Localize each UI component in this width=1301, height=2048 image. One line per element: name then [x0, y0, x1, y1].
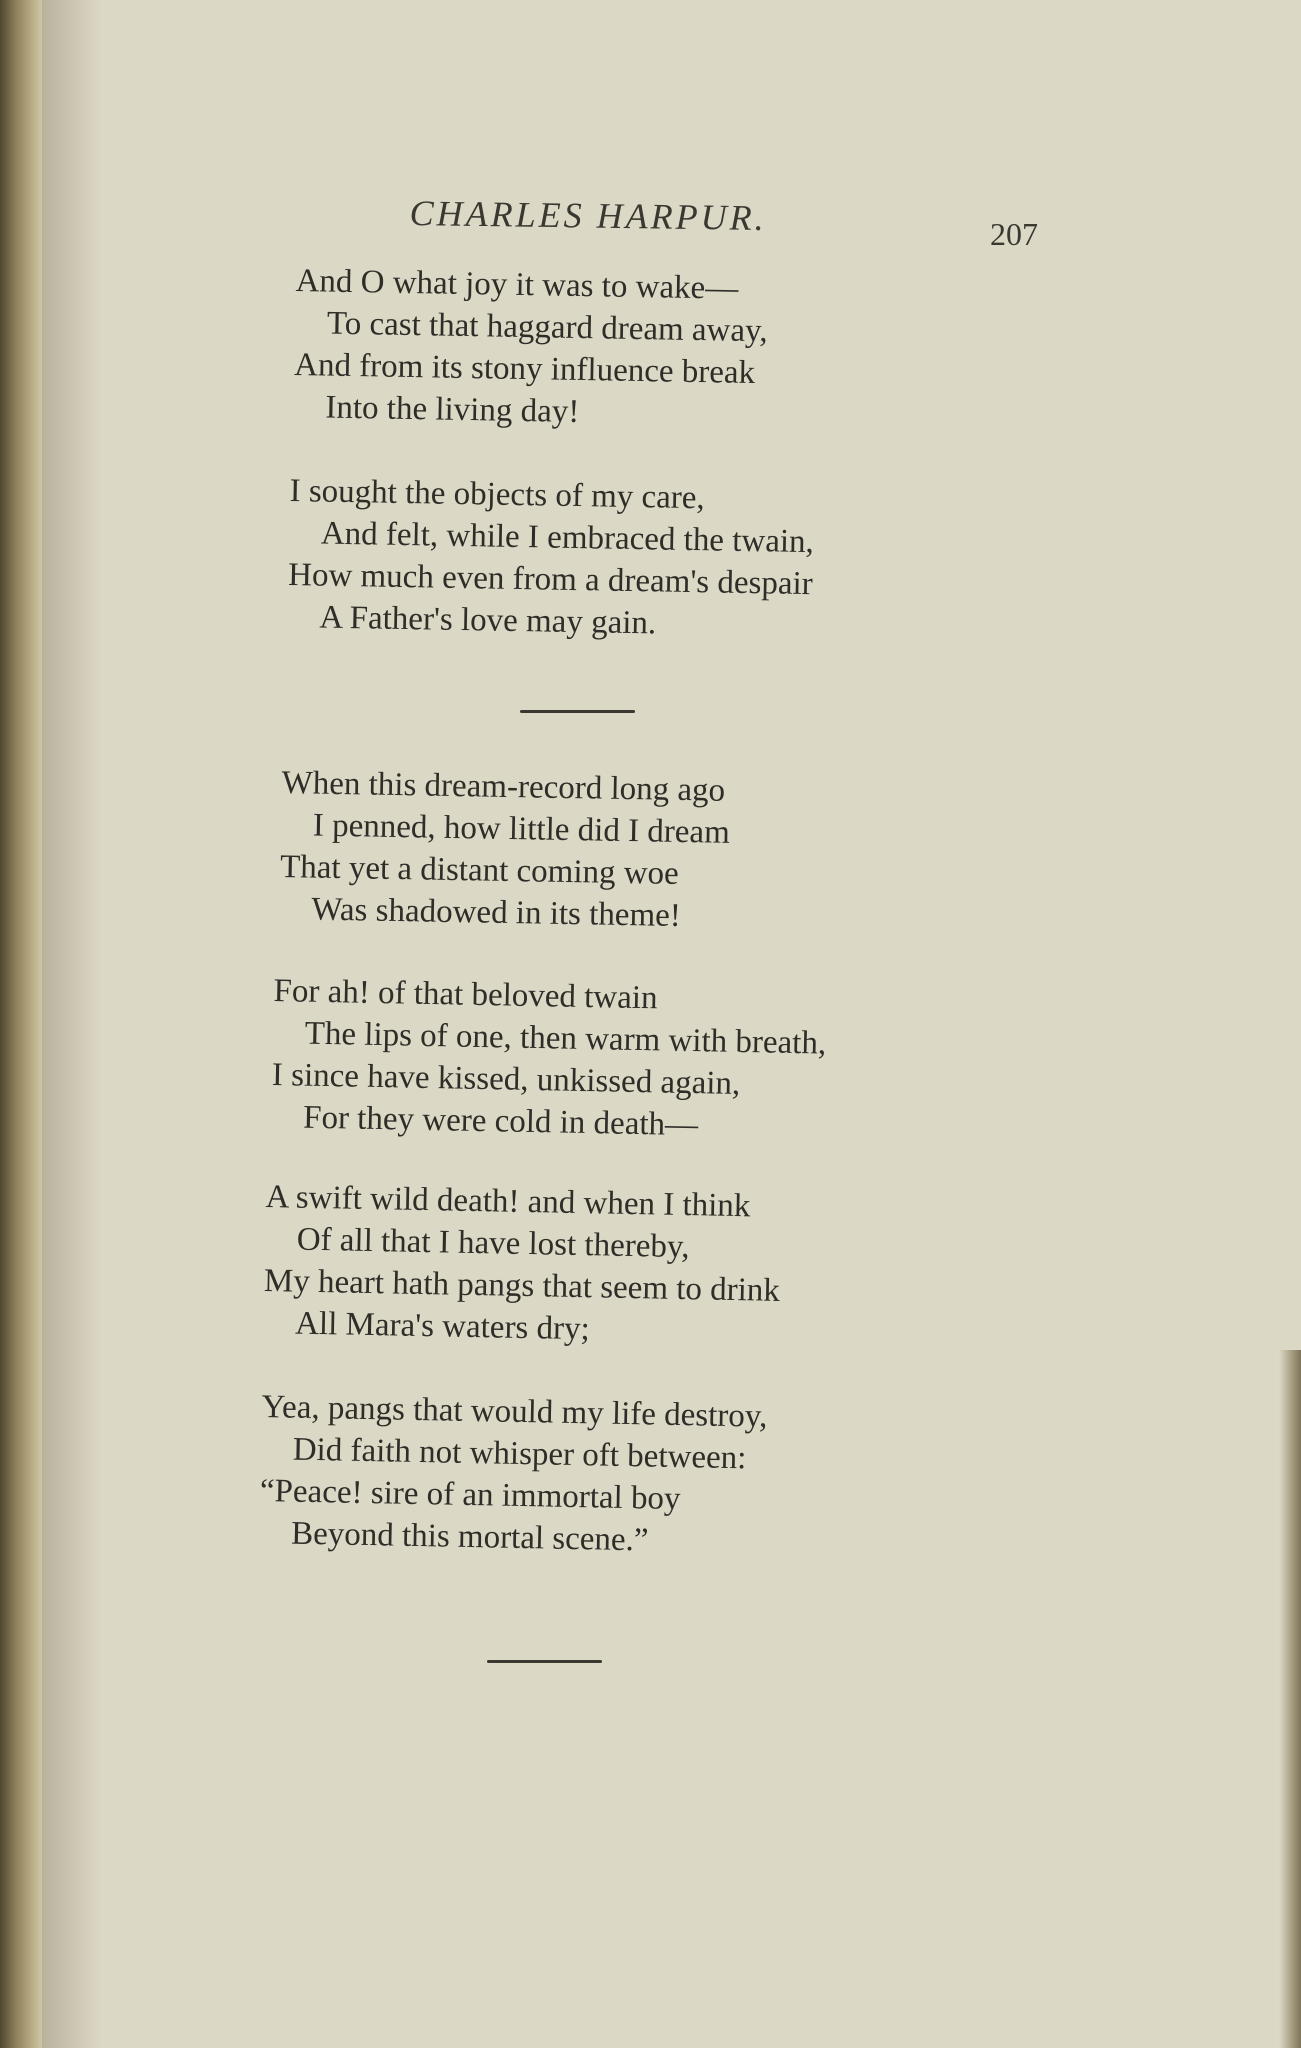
poem-line: I penned, how little did I dream: [312, 807, 731, 851]
poem-line: That yet a distant coming woe: [279, 848, 680, 892]
poem-line: A swift wild death! and when I think: [265, 1178, 751, 1225]
poem-line: A Father's love may gain.: [319, 599, 657, 642]
poem-line: All Mara's waters dry;: [294, 1305, 591, 1348]
section-divider: [520, 710, 635, 713]
page-number: 207: [990, 216, 1038, 252]
poem-line: I sought the objects of my care,: [289, 472, 706, 517]
stanza-5: [263, 1176, 782, 1354]
poem-line: How much even from a dream's despair: [287, 556, 814, 603]
poem-line: Beyond this mortal scene.”: [290, 1515, 649, 1559]
poem-line: When this dream-record long ago: [281, 764, 726, 809]
poem-line: Of all that I have lost thereby,: [296, 1221, 690, 1266]
poem-line: For they were cold in death—: [302, 1099, 699, 1144]
stanza-4: [271, 970, 828, 1149]
poem-line: And from its stony influence break: [293, 346, 756, 392]
poem-line: To cast that haggard dream away,: [326, 305, 769, 350]
poem-line: And O what joy it was to wake—: [295, 262, 739, 307]
poem-line: Was shadowed in its theme!: [311, 891, 682, 934]
stanza-6: [259, 1386, 768, 1564]
section-divider: [487, 1660, 602, 1663]
poem-line: Into the living day!: [325, 389, 580, 430]
stanza-2: [287, 470, 815, 647]
poem-line: The lips of one, then warm with breath,: [304, 1015, 827, 1062]
stanza-3: [279, 762, 731, 938]
stanza-1: [293, 260, 769, 436]
poem-line: I since have kissed, unkissed again,: [271, 1056, 741, 1102]
poem-line: My heart hath pangs that seem to drink: [263, 1262, 781, 1309]
poem-line: And felt, while I embraced the twain,: [320, 515, 815, 561]
poem-line: Yea, pangs that would my life destroy,: [261, 1388, 768, 1435]
poem-line: Did faith not whisper oft between:: [292, 1431, 747, 1477]
poem-line: For ah! of that beloved twain: [273, 972, 658, 1017]
poem-line: “Peace! sire of an immortal boy: [259, 1472, 681, 1518]
running-title: CHARLES HARPUR.: [409, 192, 767, 238]
